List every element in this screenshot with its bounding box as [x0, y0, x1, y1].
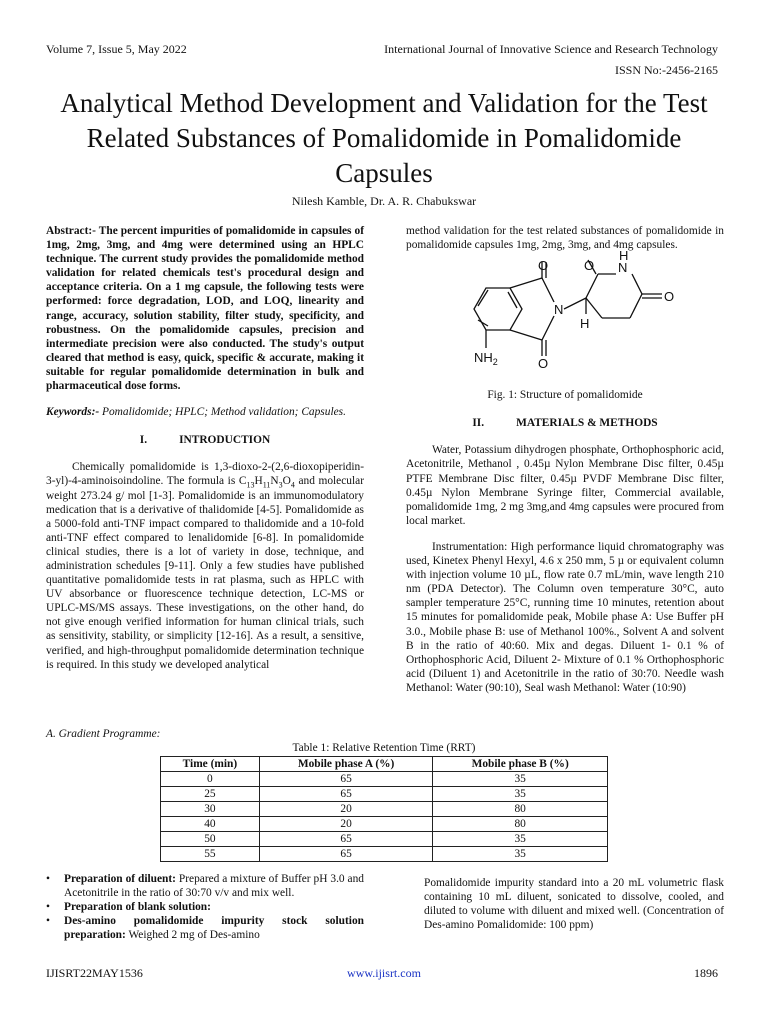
bond-n1 [542, 278, 554, 302]
bullet-list [46, 872, 364, 942]
table-header-cell: Mobile phase B (%) [433, 757, 608, 772]
figure-caption: Fig. 1: Structure of pomalidomide [487, 389, 643, 402]
bullet-text: Prepared a mixture of Buffer pH 3.0 and Acetonitrile in the ratio of 30:70 v/v and mix well. [64, 873, 364, 900]
table-row [161, 817, 608, 832]
paper-authors: Nilesh Kamble, Dr. A. R. Chabukswar [291, 194, 477, 208]
table-header-cell: Time (min) [161, 757, 260, 772]
label-oxygen-right-top: O [584, 258, 595, 274]
paper-title: Analytical Method Development and Validation for the Test Related Substances of Pomalidomide in Pomalidomide Capsules [60, 88, 708, 188]
benzene-ring [474, 288, 522, 330]
right-column [406, 224, 724, 695]
keywords-text: Pomalidomide; HPLC; Method validation; Capsules. [102, 406, 346, 419]
intro-paragraph: Chemically pomalidomide is 1,3-dioxo-2-(2,6-dioxopiperidin-3-yl)-4-aminoisoindoline. The formula is $C_{13}H_{11}N_3O_4$ and molecular weight 273.24 g/ mol [1-3]. Pomalidomide is an immunomodulatory medication that is a derivative of thalidomide [4-5]. Pomalidomide as a 5000-fold anti-TNF impact compared to thalidomide and a 10-fold anti-TNF effect compared to lenalidomide [6-8]. In pomalidomide clinical studies, there is a lot of variety in dose, technique, and administration schedules [9-11]. Only a few studies have published quantitative pomalidomide tests in rat plasma, such as HPLC with UV absorbance or fluorescence technique detection, LC-MS or UPLC-MS/MS assays. These investigations, on the other hand, do not give enough verified information for human clinical trials, such as sensitivity, stability, or simplicity [12-16]. As a result, a sensitive, verified, and high-throughput pomalidomide determination technique is required. In this study we developed analytical [46, 461, 365, 671]
table-cell: 0 [161, 772, 260, 787]
list-item [46, 872, 364, 900]
bullet-text: Weighed 2 mg of Des-amino [125, 929, 260, 942]
table-row [161, 772, 608, 787]
table-row [161, 832, 608, 847]
intro-heading [46, 433, 364, 447]
pomalidomide-structure-diagram [446, 248, 686, 380]
table-cell: 80 [433, 817, 608, 832]
table-cell: 50 [161, 832, 260, 847]
keywords-label: Keywords:- [46, 406, 100, 419]
rrt-table [160, 756, 608, 862]
intro-title: INTRODUCTION [179, 434, 271, 447]
materials-title: MATERIALS & METHODS [516, 417, 658, 430]
table-cell: 65 [259, 847, 433, 862]
table-cell: 30 [161, 802, 260, 817]
table-row [161, 787, 608, 802]
table-row [161, 802, 608, 817]
label-nitrogen: N [554, 302, 564, 318]
header-journal: International Journal of Innovative Science and Research Technology [384, 42, 718, 56]
table-cell: 35 [433, 787, 608, 802]
table-cell: 35 [433, 847, 608, 862]
table-cell: 80 [433, 802, 608, 817]
bond-n2 [542, 316, 554, 340]
abstract: Abstract:- The percent impurities of pomalidomide in capsules of 1mg, 2mg, 3mg, and 4mg were determined using an HPLC technique. The current study provides the pomalidomide method validation for related chemicals test's procedural design and acceptance criteria. On a 1 mg capsule, the following tests were performed: force degradation, LOD, and LOQ, linearity and range, accuracy, solution stability, filter study, specificity, and robustness. On the pomalidomide capsules, precision and intermediate precision were also conducted. The study's output cleared that method is easy, quick, specific & accurate, making it suitable for regular pomalidomide determination in bulk and pharmaceutical dose forms. [46, 225, 364, 393]
label-oxygen-bottom: O [538, 356, 549, 372]
label-nh: N [618, 260, 628, 276]
table-cell: 25 [161, 787, 260, 802]
header-issn: ISSN No:-2456-2165 [614, 63, 718, 77]
left-column [46, 224, 364, 672]
list-item [46, 900, 364, 914]
materials-paragraph: Water, Potassium dihydrogen phosphate, Orthophosphoric acid, Acetonitrile, Methanol , 0.45µ Nylon Membrane Disc filter, 0.45µ PTFE Membrane Disc filter, 0.45µ PVDF Membrane Disc filter, 0.45µ Nylon Membrane Syringe filter, Commercial available, pomalidomide 1mg, 2 mg 3mg,and 4mg capsules were procured from local market. [406, 444, 724, 527]
header-volume: Volume 7, Issue 5, May 2022 [46, 42, 187, 56]
bullet-label: Des-amino pomalidomide impurity stock solution preparation: [64, 915, 364, 942]
footer-page-number: 1896 [694, 966, 718, 980]
intro-number: I. [139, 434, 148, 447]
label-nh-h: H [619, 248, 629, 264]
table-row [161, 847, 608, 862]
bond-n-ch [564, 298, 586, 309]
table-cell: 20 [259, 817, 433, 832]
bullet-label: Preparation of blank solution: [64, 901, 211, 914]
label-oxygen-top: O [538, 258, 549, 274]
label-amine: $NH_2$ [474, 350, 498, 368]
label-oxygen-right: O [664, 289, 675, 305]
bullet-label: Preparation of diluent: [64, 873, 176, 885]
table-header-cell: Mobile phase A (%) [259, 757, 433, 772]
list-item [46, 914, 364, 942]
table-cell: 35 [433, 772, 608, 787]
table-cell: 65 [259, 787, 433, 802]
materials-number: II. [472, 417, 485, 430]
table-header-row [161, 757, 608, 772]
structure-figure [406, 248, 724, 386]
table-title: Table 1: Relative Retention Time (RRT) [292, 742, 476, 754]
label-hydrogen: H [580, 316, 590, 332]
table-cell: 65 [259, 772, 433, 787]
instrumentation-paragraph: Instrumentation: High performance liquid chromatography was used, Kinetex Phenyl Hexyl, 4.6 x 250 mm, 5 µ or equivalent column with injection volume 10 µL, flow rate 0.7 mL/min, wave length 210 nm (PDA Detector). The Column oven temperature 30°C, auto sampler temperature 25°C, running time 10 minutes, retention about 15 minutes for pomalidomide peak, Mobile phase A: Use Buffer pH 3.0., Mobile phase B: use of Methanol 100%., Solvent A and solvent B in the ratio of 40:60. Mix and degas. Diluent 1- 0.1 % of Orthophosphoric Acid, Diluent 2- Mixture of 0.1 % Orthophosphoric acid (Diluent 1) and Acetonitrile in the ratio of 30:70. Needle wash Methanol: Water (90:10), Seal wash Methanol: Water (10:90) [406, 540, 724, 694]
keywords [46, 405, 364, 419]
footer-website-link[interactable]: www.ijisrt.com [347, 966, 421, 980]
impurity-paragraph: Pomalidomide impurity standard into a 20 mL volumetric flask containing 10 mL diluent, sonicated to dissolve, cooled, and diluted to volume with diluent and mixed well. (Concentration of Des-amino Pomalidomide: 100 ppm) [424, 877, 724, 932]
table-cell: 55 [161, 847, 260, 862]
table-cell: 40 [161, 817, 260, 832]
table-cell: 65 [259, 832, 433, 847]
table-cell: 35 [433, 832, 608, 847]
intro-continued: method validation for the test related substances of pomalidomide in pomalidomide capsules 1mg, 2mg, 3mg, and 4mg capsules. [406, 225, 724, 252]
gradient-heading: A. Gradient Programme: [46, 728, 161, 740]
footer-paper-id: IJISRT22MAY1536 [46, 966, 143, 980]
bond-c3 [510, 330, 542, 340]
bond-c1 [510, 278, 542, 288]
materials-heading [406, 416, 724, 430]
table-cell: 20 [259, 802, 433, 817]
